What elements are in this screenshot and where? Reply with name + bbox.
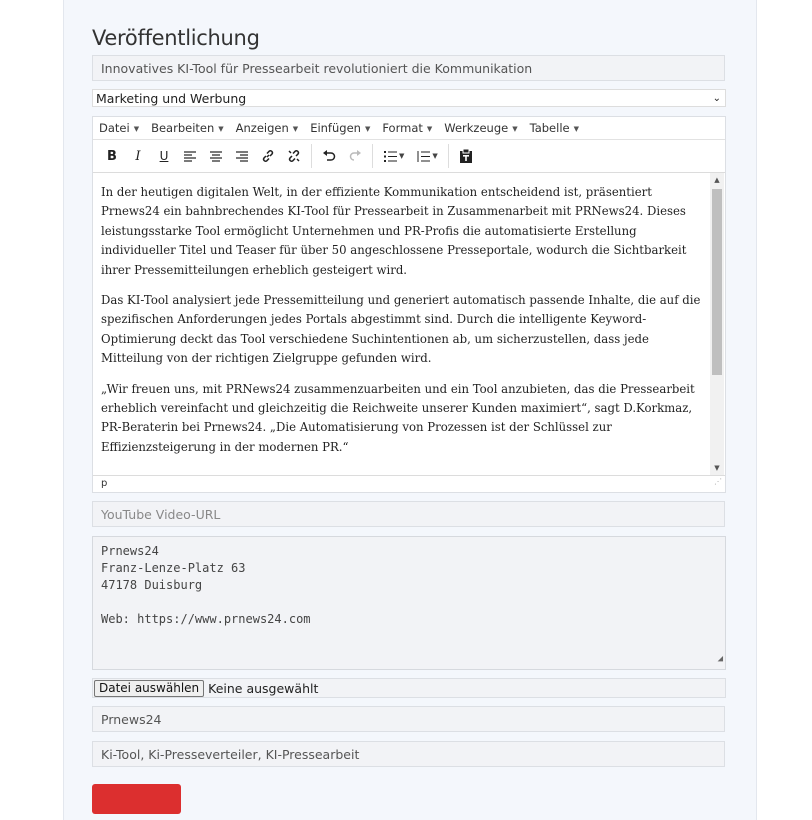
bold-icon[interactable]: B [107,148,117,164]
contact-text: Prnews24 Franz-Lenze-Platz 63 47178 Duisburg Web: https://www.prnews24.com [101,544,311,626]
youtube-url-input[interactable] [92,501,725,527]
caret-down-icon: ▼ [426,124,433,133]
editor-statusbar [93,475,725,492]
scroll-down-icon[interactable]: ▼ [714,464,720,472]
menu-label: Anzeigen [235,121,289,135]
caret-down-icon: ▼ [133,124,140,133]
element-path[interactable]: p [101,478,108,489]
author-value: Prnews24 [101,711,162,727]
headline-value: Innovatives KI-Tool für Pressearbeit revolutioniert die Kommunikation [101,60,533,76]
caret-down-icon: ▼ [292,124,299,133]
underline-icon[interactable]: U [159,149,169,163]
caret-down-icon: ▼ [364,124,371,133]
align-right-icon[interactable] [229,144,255,168]
menu-format[interactable] [382,121,432,135]
align-center-icon[interactable] [203,144,229,168]
paste-text-icon[interactable] [453,144,479,168]
menu-label: Format [382,121,423,135]
menu-tabelle[interactable] [530,121,579,135]
editor-scrollbar[interactable] [710,173,724,475]
headline-input[interactable] [92,55,725,81]
scroll-up-icon[interactable]: ▲ [714,176,720,184]
paragraph: Das KI-Tool analysiert jede Pressemitteilung und generiert automatisch passende Inhalte, die auf die spezifischen Anforderungen jedes Portals abgestimmt sind. Durch die intelligente Keyword-Optimierung deckt das Tool verschiedene Suchintentionen ab, um sicherzustellen, dass jede Mitteilung von der richtigen Zielgruppe gefunden wird. [101,293,701,366]
caret-down-icon[interactable]: ▼ [432,152,438,160]
menu-label: Datei [99,121,130,135]
choose-file-button[interactable]: Datei auswählen [94,680,204,697]
paragraph: In der heutigen digitalen Welt, in der effiziente Kommunikation entscheidend ist, präsentiert Prnews24 ein bahnbrechendes KI-Tool für Pressearbeit in Zusammenarbeit mit PRNews24. Dieses leistungsstarke Tool ermöglicht Unternehmen und PR-Profis die automatisierte Erstellung individueller Titel und Teaser für über 50 angeschlossene Presseportale, wodurch die Sichtbarkeit ihrer Pressemitteilungen erheblich gesteigert wird. [101,185,687,277]
file-input[interactable] [92,678,726,698]
editor-content[interactable] [93,173,711,475]
toolbar-divider [448,144,449,168]
menu-bearbeiten[interactable] [151,121,224,135]
chevron-down-icon: ⌄ [712,92,721,104]
undo-icon[interactable] [316,144,342,168]
menu-label: Werkzeuge [444,121,509,135]
author-input[interactable] [92,706,725,732]
contact-textarea[interactable] [92,536,726,670]
menu-label: Einfügen [310,121,361,135]
editor-menubar [93,117,725,140]
category-select[interactable] [92,89,726,107]
toolbar-divider [372,144,373,168]
menu-datei[interactable] [99,121,139,135]
italic-icon[interactable]: I [135,148,141,164]
category-selected: Marketing und Werbung [96,90,247,106]
scrollbar-thumb[interactable] [712,189,722,375]
menu-anzeigen[interactable] [236,121,299,135]
toolbar-divider [311,144,312,168]
paragraph: „Wir freuen uns, mit PRNews24 zusammenzuarbeiten und ein Tool anzubieten, das die Pressearbeit erheblich vereinfacht und gleichzeitig die Reichweite unserer Kunden maximiert“, sagt D.Korkmaz, PR-Beraterin bei Prnews24. „Die Automatisierung von Prozessen ist der Schlüssel zur Effizienzsteigerung in der modernen PR.“ [101,381,695,454]
keywords-input[interactable] [92,741,725,767]
keywords-value: Ki-Tool, Ki-Presseverteiler, KI-Pressearbeit [101,746,360,762]
link-icon[interactable] [255,144,281,168]
caret-down-icon: ▼ [573,124,579,133]
menu-label: Bearbeiten [151,121,215,135]
resize-handle-icon[interactable]: ⋰ [714,477,722,486]
menu-einfuegen[interactable] [310,121,370,135]
caret-down-icon: ▼ [218,124,224,133]
section-title: Veröffentlichung [92,26,260,51]
redo-icon[interactable] [342,144,368,168]
submit-button[interactable] [92,784,181,814]
caret-down-icon[interactable]: ▼ [399,152,405,160]
file-status: Keine ausgewählt [208,680,319,696]
youtube-placeholder: YouTube Video-URL [101,506,221,522]
resize-handle-icon[interactable]: ◢ [717,654,723,664]
caret-down-icon: ▼ [512,124,518,133]
menu-werkzeuge[interactable] [444,121,517,135]
menu-label: Tabelle [529,121,570,135]
editor-toolbar [93,140,725,173]
unlink-icon[interactable] [281,144,307,168]
rich-text-editor [92,116,726,493]
align-left-icon[interactable] [177,144,203,168]
